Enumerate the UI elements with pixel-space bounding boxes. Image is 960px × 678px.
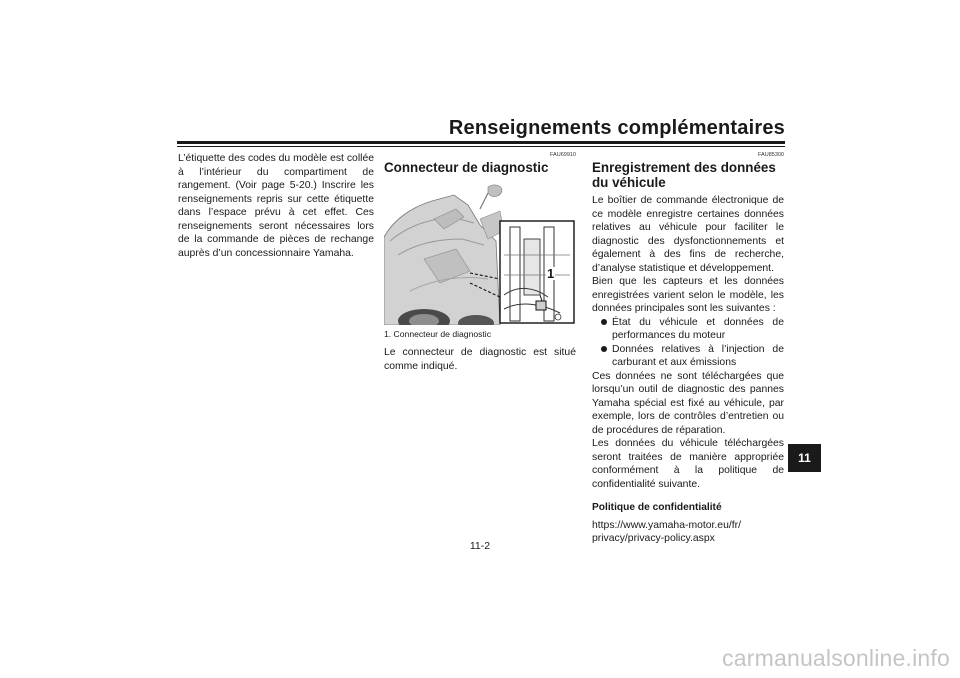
diagnostic-connector-paragraph: Le connecteur de diagnostic est situé comme indiqué. bbox=[384, 347, 576, 372]
page-number: 11-2 bbox=[469, 540, 491, 552]
vehicle-data-paragraph-1: Le boîtier de commande électronique de ce modèle enregistre certaines données relatives au véhicule pour faciliter le diagnostic des dysfonctionnements et également à des fins de recherche, d’analyse statistique et développement. bbox=[592, 195, 784, 274]
privacy-policy-heading: Politique de confidentialité bbox=[592, 502, 722, 513]
list-item: État du véhicule et données de performances du moteur bbox=[592, 316, 784, 343]
reference-code: FAU85300 bbox=[758, 152, 784, 158]
section-heading-vehicle-data: Enregistrement des données du véhicule bbox=[592, 160, 776, 190]
left-column bbox=[178, 152, 374, 260]
data-bullet-list bbox=[592, 316, 784, 370]
diagnostic-connector-figure bbox=[384, 179, 576, 325]
watermark: carmanualsonline.info bbox=[722, 645, 950, 671]
middle-column bbox=[384, 152, 576, 373]
figure-caption: 1. Connecteur de diagnostic bbox=[384, 329, 492, 339]
vehicle-data-paragraph-4: Les données du véhicule téléchargées seront traitées de manière appropriée conformément à la politique de confidentialité suivante. bbox=[592, 438, 784, 490]
figure-callout-number: 1 bbox=[547, 266, 555, 281]
header-rule bbox=[177, 141, 785, 144]
bullet-dot-icon bbox=[601, 319, 607, 325]
vehicle-data-paragraph-2: Bien que les capteurs et les données enregistrées varient selon le modèle, les données principales sont les suivantes : bbox=[592, 276, 784, 314]
page-title: Renseignements complémentaires bbox=[448, 117, 785, 139]
vehicle-data-paragraph-3: Ces données ne sont téléchargées que lorsqu’un outil de diagnostic des pannes Yamaha spécial est fixé au véhicule, par exemple, lors de contrôles d’entretien ou de procédures de réparation. bbox=[592, 370, 784, 436]
chapter-tab: 11 bbox=[788, 444, 821, 472]
model-label-paragraph: L’étiquette des codes du modèle est collée à l’intérieur du compartiment de rangement. (Voir page 5-20.) Inscrire les renseignements repris sur cette étiquette dans l’espace prévu à cet effet. Ces renseignements seront nécessaires lors de la commande de pièces de rechange auprès d’un concessionnaire Yamaha. bbox=[178, 153, 374, 259]
privacy-policy-url-line-2: privacy/privacy-policy.aspx bbox=[592, 533, 715, 544]
right-column bbox=[592, 152, 784, 546]
header-rule-thin bbox=[177, 146, 785, 147]
reference-code: FAU69910 bbox=[550, 152, 576, 158]
section-heading-diagnostic-connector: Connecteur de diagnostic bbox=[384, 160, 549, 175]
privacy-policy-url-line-1: https://www.yamaha-motor.eu/fr/ bbox=[592, 519, 741, 531]
bullet-dot-icon bbox=[601, 346, 607, 352]
list-item: Données relatives à l’injection de carburant et aux émissions bbox=[592, 343, 784, 370]
scooter-illustration bbox=[384, 179, 576, 325]
